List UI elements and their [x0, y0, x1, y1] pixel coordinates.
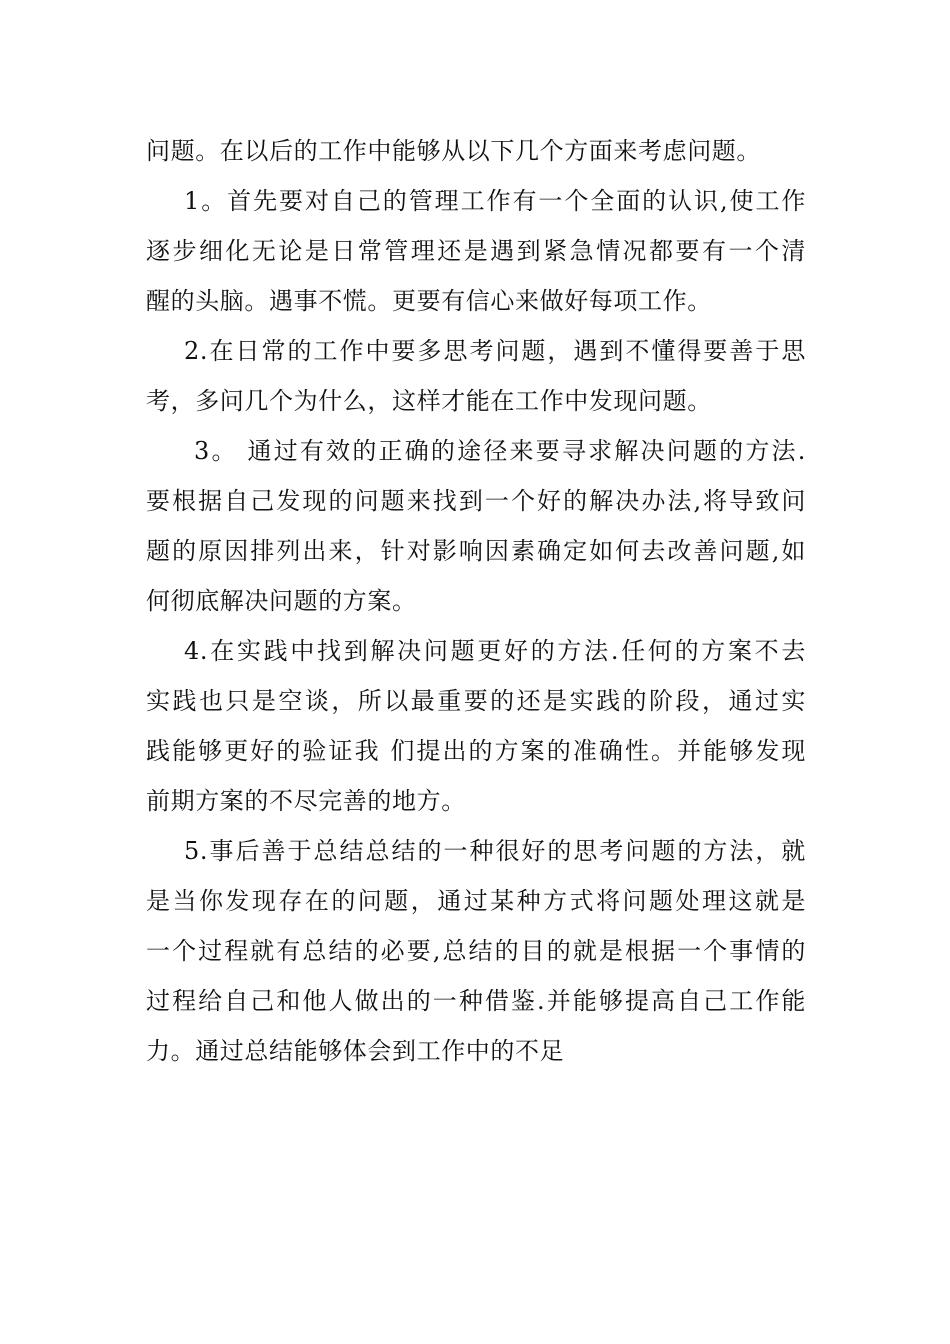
text-line: 何彻底解决问题的方案。	[146, 587, 417, 615]
text-line: 一个过程就有总结的必要,总结的目的就是根据一个事情的	[146, 937, 806, 965]
text-line-item-5: 5.事后善于总结总结的一种很好的思考问题的方法，就	[184, 837, 806, 865]
text-line: 过程给自己和他人做出的一种借鉴.并能够提高自己工作能	[146, 987, 806, 1015]
text-line: 问题。在以后的工作中能够从以下几个方面来考虑问题。	[146, 137, 761, 165]
text-line: 前期方案的不尽完善的地方。	[146, 787, 466, 815]
text-line: 实践也只是空谈，所以最重要的还是实践的阶段，通过实	[146, 687, 806, 715]
text-line-item-4: 4.在实践中找到解决问题更好的方法.任何的方案不去	[184, 637, 806, 665]
text-line: 践能够更好的验证我 们提出的方案的准确性。并能够发现	[146, 737, 806, 765]
text-line-item-1: 1。首先要对自己的管理工作有一个全面的认识,使工作	[184, 187, 806, 215]
document-body	[146, 126, 806, 1076]
text-line: 逐步细化无论是日常管理还是遇到紧急情况都要有一个清	[146, 237, 806, 265]
text-line: 醒的头脑。遇事不慌。更要有信心来做好每项工作。	[146, 287, 712, 315]
text-line: 要根据自己发现的问题来找到一个好的解决办法,将导致问	[146, 487, 806, 515]
text-line: 力。通过总结能够体会到工作中的不足	[146, 1037, 565, 1065]
text-line: 题的原因排列出来，针对影响因素确定如何去改善问题,如	[146, 537, 806, 565]
text-line: 考，多问几个为什么，这样才能在工作中发现问题。	[146, 387, 712, 415]
text-line: 是当你发现存在的问题，通过某种方式将问题处理这就是	[146, 887, 806, 915]
text-line-item-3: 3。 通过有效的正确的途径来要寻求解决问题的方法.	[194, 437, 806, 465]
text-line-item-2: 2.在日常的工作中要多思考问题，遇到不懂得要善于思	[184, 337, 806, 365]
